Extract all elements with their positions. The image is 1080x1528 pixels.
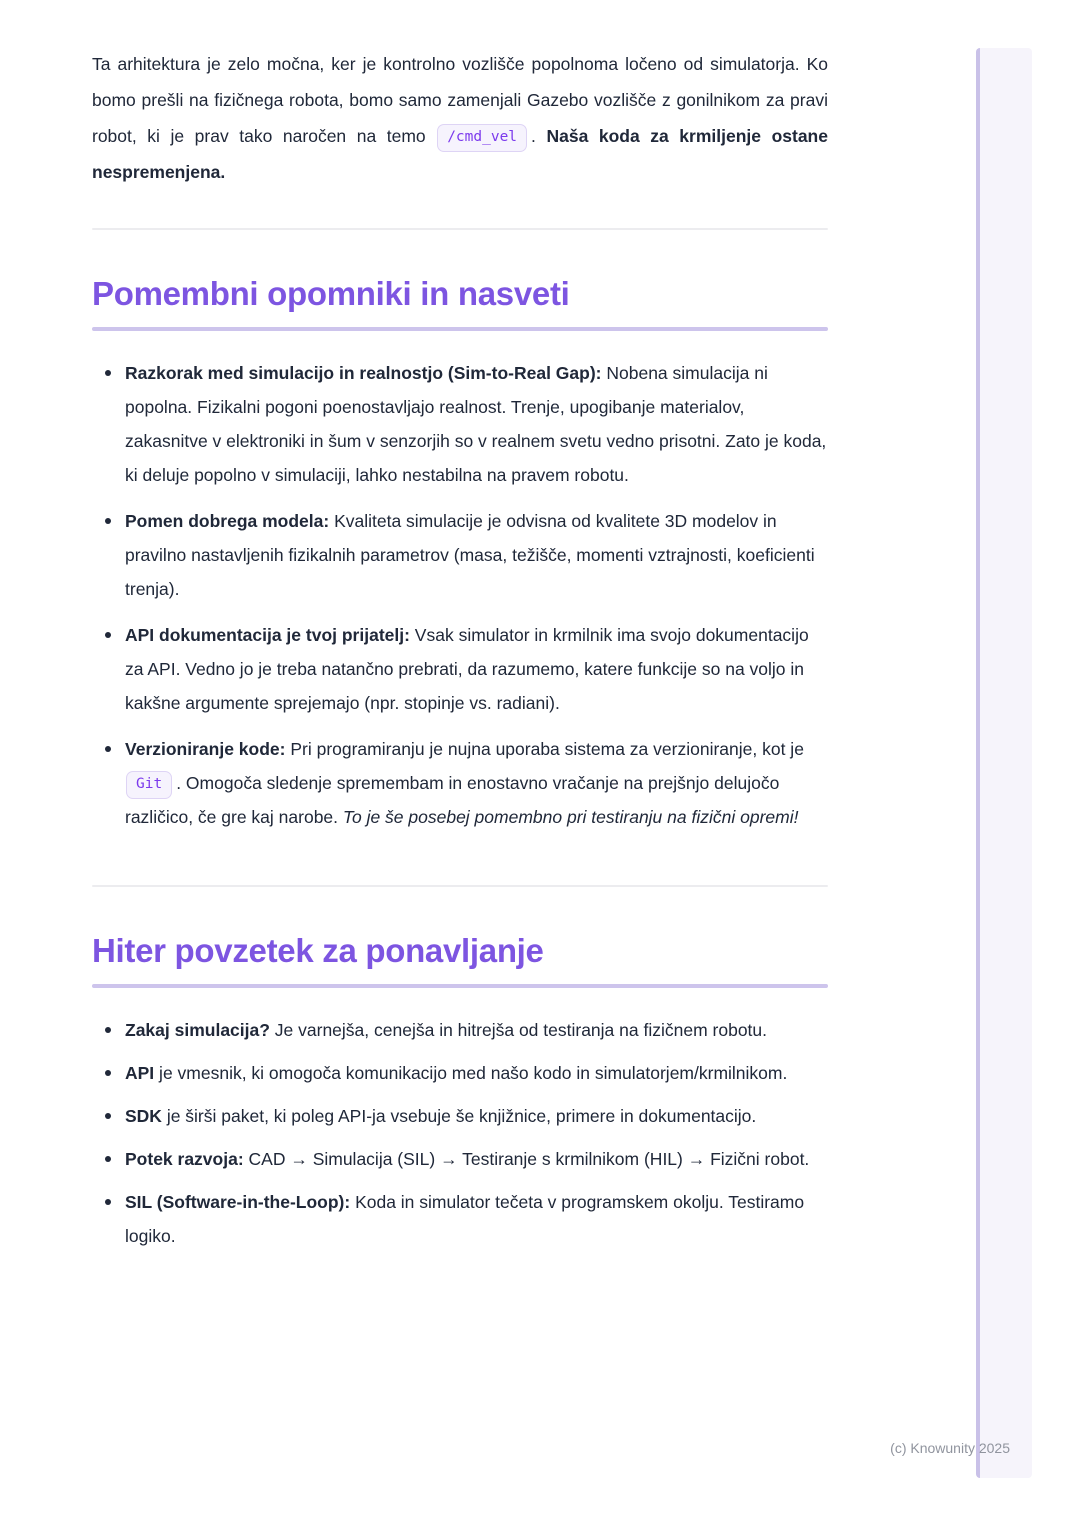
section-divider	[92, 885, 828, 887]
list-item	[92, 1185, 828, 1253]
list-item	[92, 732, 828, 834]
git-code-chip: Git	[126, 771, 172, 799]
footer-credit: (c) Knowunity 2025	[890, 1440, 1010, 1456]
intro-paragraph	[92, 0, 828, 190]
document-page	[92, 0, 828, 1263]
side-scrollbar[interactable]	[976, 48, 1032, 1478]
list-item-body: je vmesnik, ki omogoča komunikacijo med našo kodo in simulatorjem/krmilnikom.	[154, 1063, 788, 1083]
list-item-lead: API dokumentacija je tvoj prijatelj:	[125, 625, 410, 645]
list-item-body-after-code: . Omogoča sledenje spremembam in enostavno vračanje na prejšnjo delujočo različico, če gre kaj narobe.	[125, 773, 780, 827]
list-item	[92, 1056, 828, 1090]
list-item-lead: Verzioniranje kode:	[125, 739, 286, 759]
list-item-italic-note: To je še posebej pomembno pri testiranju na fizični opremi!	[342, 807, 799, 827]
section-heading-reminders: Pomembni opomniki in nasveti	[92, 275, 570, 312]
list-item-body: Je varnejša, cenejša in hitrejša od testiranja na fizičnem robotu.	[269, 1020, 768, 1040]
intro-text: Ta arhitektura je zelo močna, ker je kontrolno vozlišče popolnoma ločeno od simulatorja. Ko bomo prešli na fizičnega robota, bomo samo zamenjali Gazebo vozlišče z gonilnikom za pravi robot, ki je prav tako naročen na temo	[92, 54, 828, 146]
intro-bold-conclusion: Naša koda za krmiljenje ostane nespremenjena.	[92, 126, 828, 182]
summary-list	[92, 1013, 828, 1263]
list-item-body: Pri programiranju je nujna uporaba sistema za verzioniranje, kot je	[285, 739, 804, 759]
list-item	[92, 1142, 828, 1176]
list-item-body: je širši paket, ki poleg API-ja vsebuje še knjižnice, primere in dokumentacijo.	[161, 1106, 757, 1126]
list-item	[92, 356, 828, 492]
section-heading-summary: Hiter povzetek za ponavljanje	[92, 932, 544, 969]
list-item	[92, 504, 828, 606]
heading-underline	[92, 327, 828, 331]
reminders-list	[92, 356, 828, 847]
list-item-lead: Zakaj simulacija?	[125, 1020, 270, 1040]
list-item-lead: Razkorak med simulacijo in realnostjo (Sim-to-Real Gap):	[125, 363, 602, 383]
list-item-body: Kvaliteta simulacije je odvisna od kvalitete 3D modelov in pravilno nastavljenih fizikalnih parametrov (masa, težišče, momenti vztrajnosti, koeficienti trenja).	[125, 511, 815, 599]
section-divider	[92, 228, 828, 230]
list-item	[92, 1013, 828, 1047]
list-item-body: Vsak simulator in krmilnik ima svojo dokumentacijo za API. Vedno jo je treba natančno prebrati, da razumemo, katere funkcije so na voljo in kakšne argumente sprejemajo (npr. stopinje vs. radiani).	[125, 625, 809, 713]
list-item	[92, 1099, 828, 1133]
intro-text-after-code: .	[531, 126, 547, 146]
list-item-lead: API	[125, 1063, 155, 1083]
heading-underline	[92, 984, 828, 988]
list-item-body: Koda in simulator tečeta v programskem okolju. Testiramo logiko.	[125, 1192, 805, 1246]
list-item-lead: Pomen dobrega modela:	[125, 511, 330, 531]
list-item-lead: SDK	[125, 1106, 162, 1126]
list-item-body: CAD → Simulacija (SIL) → Testiranje s krmilnikom (HIL) → Fizični robot.	[243, 1149, 810, 1169]
list-item-body: Nobena simulacija ni popolna. Fizikalni pogoni poenostavljajo realnost. Trenje, upogibanje materialov, zakasnitve v elektroniki in šum v senzorjih so v realnem svetu vedno prisotni. Zato je koda, ki deluje popolno v simulaciji, lahko nestabilna na pravem robotu.	[125, 363, 827, 485]
list-item-lead: SIL (Software-in-the-Loop):	[125, 1192, 351, 1212]
list-item-lead: Potek razvoja:	[125, 1149, 244, 1169]
cmd-vel-code-chip: /cmd_vel	[437, 124, 527, 152]
list-item	[92, 618, 828, 720]
